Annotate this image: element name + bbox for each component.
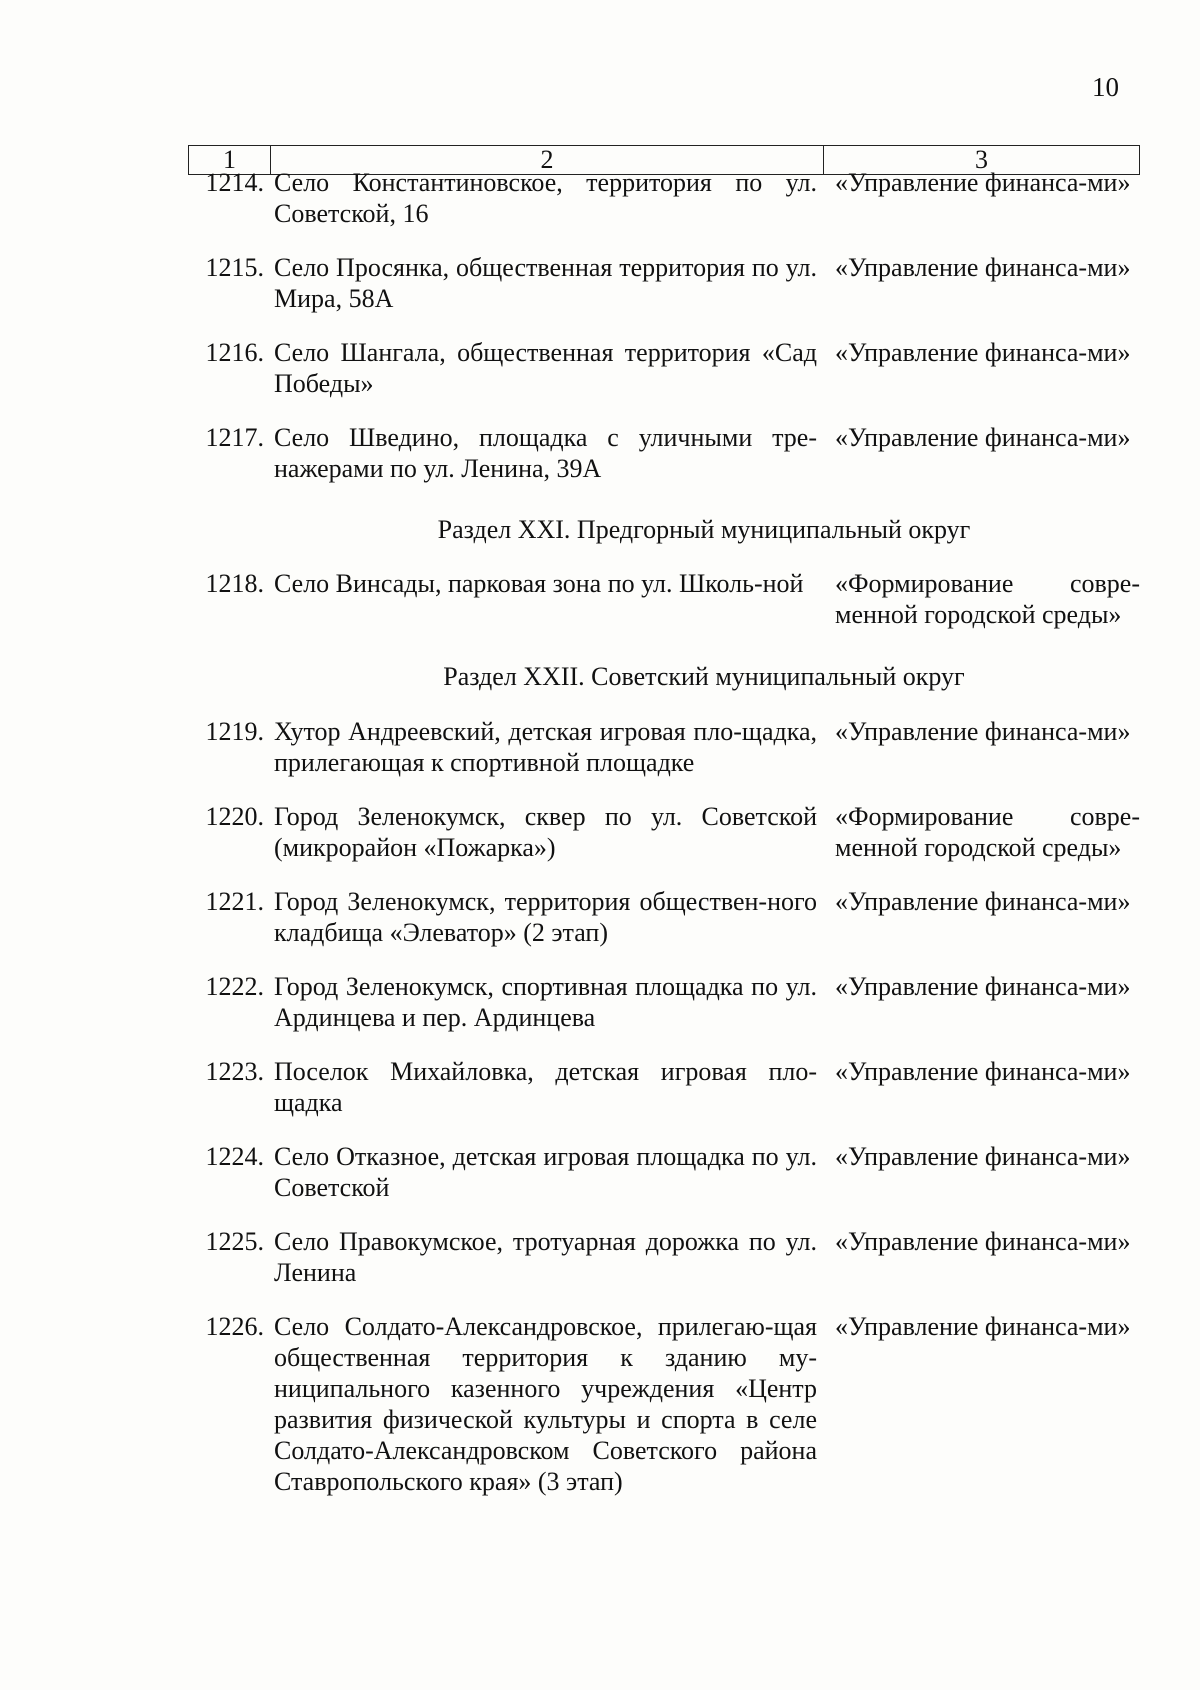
row-program: «Формирование совре-менной городской среды» [835,569,1140,629]
row-program: «Управление финанса-ми» [835,1227,1131,1256]
page-number: 10 [1092,72,1119,102]
row-description: Поселок Михайловка, детская игровая пло-щадка [274,1057,817,1117]
table-row [188,252,1140,314]
row-number: 1215. [205,253,264,282]
row-description: Село Шангала, общественная территория «Сад Победы» [274,338,817,398]
row-description: Город Зеленокумск, спортивная площадка по ул. Ардинцева и пер. Ардинцева [274,972,817,1032]
row-program: «Управление финанса-ми» [835,1057,1131,1086]
header-col-1: 1 [189,146,271,174]
row-program: «Управление финанса-ми» [835,253,1131,282]
table-row [188,1226,1140,1288]
table-row [188,1141,1140,1203]
row-number: 1219. [205,717,264,746]
table-row [188,971,1140,1033]
row-description: Село Отказное, детская игровая площадка по ул. Советской [274,1142,817,1202]
row-number: 1214. [205,168,264,197]
row-description: Село Винсады, парковая зона по ул. Школь-ной [274,569,804,598]
row-description: Село Просянка, общественная территория по ул. Мира, 58А [274,253,817,313]
table-row [188,1056,1140,1118]
header-col-2: 2 [271,146,824,174]
row-number: 1217. [205,423,264,452]
row-description: Село Правокумское, тротуарная дорожка по ул. Ленина [274,1227,817,1287]
row-number: 1220. [205,802,264,831]
row-program: «Управление финанса-ми» [835,1312,1131,1341]
section-heading: Раздел XXII. Советский муниципальный округ [443,662,965,691]
row-number: 1223. [205,1057,264,1086]
row-program: «Управление финанса-ми» [835,717,1131,746]
section-heading: Раздел XXI. Предгорный муниципальный округ [437,515,971,544]
table-row [188,886,1140,948]
table-row [188,568,1140,630]
table-row [188,167,1140,229]
table-row [188,337,1140,399]
row-description: Село Солдато-Александровское, прилегаю-щая общественная территория к зданию му-ниципального казенного учреждения «Центр развития физической культуры и спорта в селе Солдато-Александровском Советского района Ставропольского края» (3 этап) [274,1312,817,1496]
row-program: «Управление финанса-ми» [835,972,1131,1001]
row-number: 1218. [205,569,264,598]
row-number: 1226. [205,1312,264,1341]
row-description: Хутор Андреевский, детская игровая пло-щадка, прилегающая к спортивной площадке [274,717,817,777]
row-number: 1221. [205,887,264,916]
row-description: Село Шведино, площадка с уличными тре-нажерами по ул. Ленина, 39А [274,423,817,483]
table-row [188,422,1140,484]
row-program: «Управление финанса-ми» [835,887,1131,916]
row-program: «Управление финанса-ми» [835,423,1131,452]
row-description: Город Зеленокумск, сквер по ул. Советской (микрорайон «Пожарка») [274,802,817,862]
row-program: «Управление финанса-ми» [835,338,1131,367]
table-row [188,1311,1140,1497]
header-col-3: 3 [975,145,988,174]
row-number: 1224. [205,1142,264,1171]
row-number: 1222. [205,972,264,1001]
row-program: «Формирование совре-менной городской среды» [835,802,1140,862]
table-row [188,716,1140,778]
row-description: Город Зеленокумск, территория обществен-ного кладбища «Элеватор» (2 этап) [274,887,817,947]
table-row [188,801,1140,863]
row-program: «Управление финанса-ми» [835,168,1131,197]
row-number: 1216. [205,338,264,367]
table-body [188,168,1140,1497]
row-number: 1225. [205,1227,264,1256]
row-description: Село Константиновское, территория по ул. Советской, 16 [274,168,817,228]
row-program: «Управление финанса-ми» [835,1142,1131,1171]
